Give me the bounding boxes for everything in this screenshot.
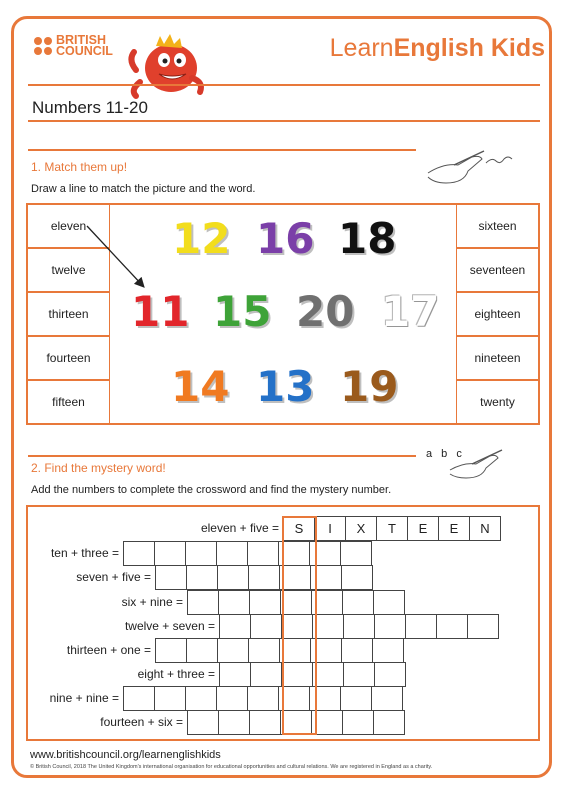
- crossword-cell[interactable]: [187, 710, 219, 735]
- english-kids-word: English Kids: [393, 34, 545, 62]
- word-nineteen[interactable]: nineteen: [456, 336, 539, 380]
- crossword-cell[interactable]: [341, 638, 373, 663]
- crossword-cell[interactable]: [343, 614, 375, 639]
- crossword-clue: nine + nine =: [49, 691, 119, 705]
- crossword-clue: six + nine =: [121, 595, 183, 609]
- crossword-cell[interactable]: [250, 662, 282, 687]
- number-14-graphic[interactable]: 14: [171, 362, 230, 411]
- crossword-cell[interactable]: [185, 541, 217, 566]
- crossword-cell[interactable]: [249, 710, 281, 735]
- crossword-cell[interactable]: [186, 638, 218, 663]
- crossword-cell[interactable]: [340, 686, 372, 711]
- crossword-cell[interactable]: [216, 686, 248, 711]
- number-11-graphic[interactable]: 11: [131, 287, 190, 336]
- crossword-cell[interactable]: [343, 662, 375, 687]
- crossword-cell[interactable]: [372, 638, 404, 663]
- crossword-cell[interactable]: [374, 662, 406, 687]
- crossword-cell[interactable]: [154, 541, 186, 566]
- word-twenty[interactable]: twenty: [456, 380, 539, 424]
- crossword-cell[interactable]: [247, 686, 279, 711]
- number-12-graphic[interactable]: 12: [172, 214, 231, 263]
- header-divider: [28, 84, 540, 86]
- crossword-cell[interactable]: [217, 638, 249, 663]
- crossword-cell[interactable]: [216, 541, 248, 566]
- crossword-cell[interactable]: [186, 565, 218, 590]
- number-13-graphic[interactable]: 13: [256, 362, 315, 411]
- number-18-graphic[interactable]: 18: [338, 214, 397, 263]
- crossword-clue: eleven + five =: [200, 521, 279, 535]
- crossword-cell[interactable]: S: [283, 516, 315, 541]
- word-seventeen[interactable]: seventeen: [456, 248, 539, 292]
- word-sixteen[interactable]: sixteen: [456, 204, 539, 248]
- writing-hand-abc-icon: [444, 446, 516, 486]
- crossword-clue: fourteen + six =: [100, 715, 183, 729]
- learn-word: Learn: [329, 34, 394, 62]
- writing-hand-icon: [424, 143, 516, 191]
- crossword-cell[interactable]: E: [438, 516, 470, 541]
- section1-instruction: Draw a line to match the picture and the word.: [31, 183, 256, 195]
- number-17-graphic[interactable]: 17: [381, 287, 440, 336]
- crossword-row: [123, 686, 402, 711]
- crossword-cell[interactable]: [248, 565, 280, 590]
- learnenglish-kids-logo: [330, 34, 545, 63]
- crossword-cell[interactable]: [341, 565, 373, 590]
- footer-url[interactable]: www.britishcouncil.org/learnenglishkids: [30, 749, 221, 761]
- number-19-graphic[interactable]: 19: [340, 362, 399, 411]
- number-15-graphic[interactable]: 15: [213, 287, 272, 336]
- crossword-cell[interactable]: [340, 541, 372, 566]
- crossword-cell[interactable]: [185, 686, 217, 711]
- crossword-cell[interactable]: [123, 686, 155, 711]
- crossword-cell[interactable]: [248, 638, 280, 663]
- crossword-cell[interactable]: [405, 614, 437, 639]
- section1-heading: 1. Match them up!: [31, 160, 128, 174]
- crossword-row: [155, 565, 372, 590]
- logo-line2: COUNCIL: [56, 44, 113, 58]
- crossword-cell[interactable]: [155, 638, 187, 663]
- crossword-clue: eight + three =: [137, 667, 215, 681]
- crossword-row: [219, 614, 498, 639]
- crossword-cell[interactable]: [155, 565, 187, 590]
- abc-label: a b c: [426, 448, 465, 460]
- crossword-cell[interactable]: [342, 590, 374, 615]
- crossword-cell[interactable]: [218, 710, 250, 735]
- right-word-column: [456, 204, 539, 424]
- number-16-graphic[interactable]: 16: [256, 214, 315, 263]
- crossword-cell[interactable]: [217, 565, 249, 590]
- crossword-cell[interactable]: [249, 590, 281, 615]
- logo-line1: BRITISH: [56, 33, 106, 47]
- logo-dots-icon: [34, 37, 52, 55]
- word-thirteen[interactable]: thirteen: [27, 292, 110, 336]
- crossword-cell[interactable]: [373, 710, 405, 735]
- crossword-cell[interactable]: [374, 614, 406, 639]
- crossword-clue: ten + three =: [50, 546, 119, 560]
- crossword-cell[interactable]: [467, 614, 499, 639]
- crossword-cell[interactable]: [218, 590, 250, 615]
- crossword-cell[interactable]: [247, 541, 279, 566]
- word-eighteen[interactable]: eighteen: [456, 292, 539, 336]
- crossword-cell[interactable]: X: [345, 516, 377, 541]
- crossword-cell[interactable]: [342, 710, 374, 735]
- word-fifteen[interactable]: fifteen: [27, 380, 110, 424]
- crossword-cell[interactable]: [219, 662, 251, 687]
- word-twelve[interactable]: twelve: [27, 248, 110, 292]
- crossword-cell[interactable]: [371, 686, 403, 711]
- crossword-cell[interactable]: [187, 590, 219, 615]
- crossword-cell[interactable]: [123, 541, 155, 566]
- crossword-row: [155, 638, 403, 663]
- crossword-cell[interactable]: [219, 614, 251, 639]
- section1-divider: [28, 149, 416, 151]
- footer-copyright: © British Council, 2018 The United Kingdom's international organisation for educational opportunities and cultural relations. We are registered in England as a charity.: [30, 764, 433, 770]
- crossword-clue: twelve + seven =: [124, 619, 215, 633]
- monster-mascot-icon: [126, 30, 206, 100]
- word-fourteen[interactable]: fourteen: [27, 336, 110, 380]
- crossword-cell[interactable]: I: [314, 516, 346, 541]
- crossword-cell[interactable]: N: [469, 516, 501, 541]
- section2-divider: [28, 455, 416, 457]
- mystery-word-column: [282, 516, 317, 735]
- crossword-cell[interactable]: T: [376, 516, 408, 541]
- british-council-logo: [34, 35, 113, 57]
- number-20-graphic[interactable]: 20: [296, 287, 355, 336]
- crossword-cell[interactable]: E: [407, 516, 439, 541]
- crossword-clue: thirteen + one =: [66, 643, 151, 657]
- section2-heading: 2. Find the mystery word!: [31, 461, 166, 475]
- crossword-cell[interactable]: [436, 614, 468, 639]
- page-title: Numbers 11-20: [32, 98, 148, 117]
- title-divider: [28, 120, 540, 122]
- crossword-cell[interactable]: [250, 614, 282, 639]
- crossword-row: [123, 541, 371, 566]
- section2-instruction: Add the numbers to complete the crossword and find the mystery number.: [31, 484, 392, 496]
- crossword-cell[interactable]: [373, 590, 405, 615]
- crossword-cell[interactable]: [154, 686, 186, 711]
- crossword-clue: seven + five =: [76, 570, 151, 584]
- word-eleven[interactable]: eleven: [27, 204, 110, 248]
